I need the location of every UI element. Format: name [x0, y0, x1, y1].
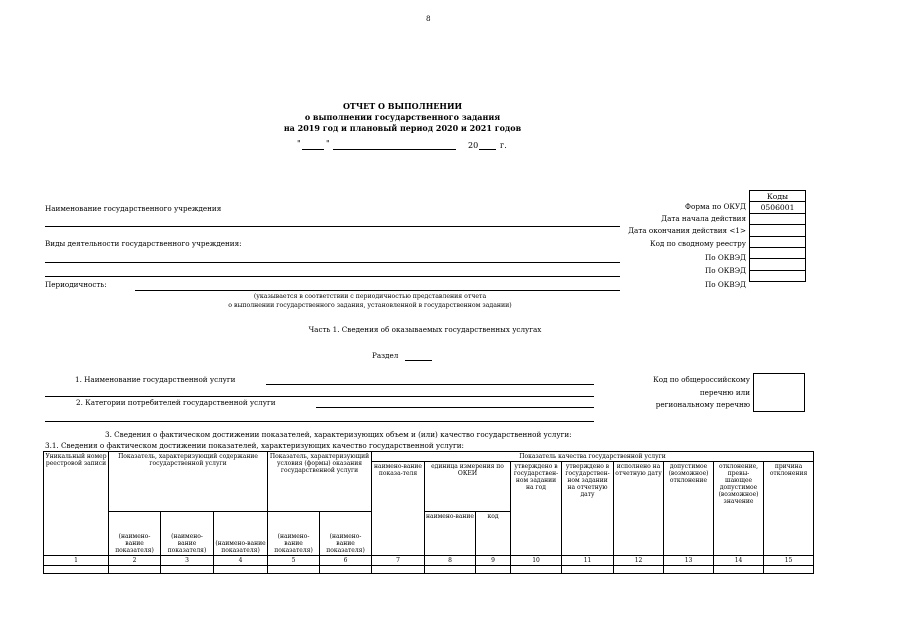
- sub-deviation: отклонение, превы-шающее допустимое (возможное) значение: [714, 462, 764, 556]
- col-num: 6: [320, 556, 372, 566]
- activity-types-label: Виды деятельности государственного учреждения:: [45, 239, 242, 248]
- institution-name-label: Наименование государственного учреждения: [45, 204, 222, 213]
- date-day-line[interactable]: [302, 149, 324, 150]
- col-conditions-header: Показатель, характеризующий условия (формы) оказания государственной услуги: [268, 452, 372, 512]
- sub-executed: исполнено на отчетную дату: [614, 462, 664, 556]
- okved2-label: По ОКВЭД: [705, 266, 746, 275]
- date-year-prefix: 20: [468, 141, 479, 150]
- col-quality-header: Показатель качества государственной услуги: [372, 452, 814, 462]
- service-name-line[interactable]: [266, 384, 594, 385]
- end-date-label: Дата окончания действия <1>: [628, 226, 746, 235]
- sub-unit-name: наимено-вание: [425, 512, 476, 556]
- table-cell[interactable]: [476, 566, 511, 574]
- sub-indicator-name-1: (наимено-вание показателя): [109, 512, 161, 556]
- registry-cell[interactable]: [750, 236, 806, 247]
- sub-unit: единица измерения по ОКЕИ: [425, 462, 511, 512]
- table-cell[interactable]: [614, 566, 664, 574]
- part1-title: Часть 1. Сведения об оказываемых государственных услугах: [308, 325, 542, 334]
- item3-label: 3. Сведения о фактическом достижении показателей, характеризующих объем и (или) качество государственной услуги:: [105, 430, 572, 439]
- registry-label: Код по сводному реестру: [650, 239, 746, 248]
- report-title: ОТЧЕТ О ВЫПОЛНЕНИИ: [342, 101, 463, 111]
- date-quote-close: ": [326, 139, 330, 148]
- okved2-cell[interactable]: [750, 259, 806, 270]
- consumer-categories-line[interactable]: [316, 407, 594, 408]
- okved3-label: По ОКВЭД: [705, 280, 746, 289]
- col-num: 15: [764, 556, 814, 566]
- okved1-label: По ОКВЭД: [705, 253, 746, 262]
- okved3-cell[interactable]: [750, 270, 806, 281]
- col-num: 13: [664, 556, 714, 566]
- col-num: 1: [44, 556, 109, 566]
- activity-line-1[interactable]: [45, 262, 620, 263]
- sub-approved-date: утверждено в государствен-ном задании на отчетную дату: [562, 462, 614, 556]
- sub-indicator-name-5: (наимено-вание показателя): [320, 512, 372, 556]
- table-cell[interactable]: [44, 566, 109, 574]
- start-date-cell[interactable]: [750, 213, 806, 224]
- sub-approved-year: утверждено в государствен-ном задании на год: [511, 462, 562, 556]
- date-year-line[interactable]: [479, 149, 496, 150]
- col-content-header: Показатель, характеризующий содержание государственной услуги: [109, 452, 268, 512]
- consumer-categories-line-2[interactable]: [45, 421, 594, 422]
- sub-unit-code: код: [476, 512, 511, 556]
- okved1-cell[interactable]: [750, 247, 806, 258]
- sub-indicator-name-2: (наимено-вание показателя): [161, 512, 214, 556]
- report-period: на 2019 год и плановый период 2020 и 2021 годов: [283, 123, 522, 133]
- col-num: 8: [425, 556, 476, 566]
- col-registry-header: Уникальный номер реестровой записи: [44, 452, 109, 556]
- table-row-numbers: [44, 556, 814, 566]
- table-row[interactable]: [44, 566, 814, 574]
- report-subtitle: о выполнении государственного задания: [304, 112, 501, 122]
- col-num: 9: [476, 556, 511, 566]
- sub-indicator-name-4: (наимено-вание показателя): [268, 512, 320, 556]
- service-name-label: 1. Наименование государственной услуги: [75, 375, 236, 384]
- sub-allowed: допустимое (возможное) отклонение: [664, 462, 714, 556]
- table-cell[interactable]: [511, 566, 562, 574]
- col-num: 4: [214, 556, 268, 566]
- table-cell[interactable]: [562, 566, 614, 574]
- okud-label: Форма по ОКУД: [685, 202, 746, 211]
- page-number: 8: [426, 14, 431, 23]
- col-num: 2: [109, 556, 161, 566]
- activity-line-2[interactable]: [45, 276, 620, 277]
- periodicity-label: Периодичность:: [45, 280, 107, 289]
- table-cell[interactable]: [764, 566, 814, 574]
- periodicity-note-2: о выполнении государственного задания, установленной в государственном задании): [228, 302, 512, 309]
- sub-name-indicator: наимено-вание показа-теля: [372, 462, 425, 556]
- service-name-line-2[interactable]: [45, 396, 594, 397]
- code-label-3: региональному перечню: [655, 400, 750, 409]
- table-cell[interactable]: [425, 566, 476, 574]
- table-cell[interactable]: [161, 566, 214, 574]
- item31-label: 3.1. Сведения о фактическом достижении показателей, характеризующих качество государственной услуги:: [45, 441, 464, 450]
- date-month-line[interactable]: [333, 149, 456, 150]
- start-date-label: Дата начала действия: [661, 214, 746, 223]
- institution-name-line[interactable]: [45, 226, 620, 227]
- table-cell[interactable]: [268, 566, 320, 574]
- col-num: 12: [614, 556, 664, 566]
- codes-table: [749, 190, 806, 282]
- col-num: 14: [714, 556, 764, 566]
- code-label-2: перечню или: [699, 388, 750, 397]
- okud-value: 0506001: [750, 202, 806, 213]
- service-code-box[interactable]: [753, 373, 805, 412]
- consumer-categories-label: 2. Категории потребителей государственной услуги: [76, 398, 276, 407]
- periodicity-note-1: (указывается в соответствии с периодичностью представления отчета: [253, 293, 487, 300]
- section-number-line[interactable]: [405, 360, 432, 361]
- date-quote-open: ": [297, 139, 301, 148]
- sub-reason: причина отклонения: [764, 462, 814, 556]
- date-suffix: г.: [500, 141, 507, 150]
- quality-indicators-table: [43, 451, 814, 574]
- sub-indicator-name-3: (наимено-вание показателя): [214, 512, 268, 556]
- table-cell[interactable]: [109, 566, 161, 574]
- periodicity-line[interactable]: [135, 290, 620, 291]
- table-cell[interactable]: [714, 566, 764, 574]
- table-cell[interactable]: [214, 566, 268, 574]
- table-cell[interactable]: [664, 566, 714, 574]
- col-num: 3: [161, 556, 214, 566]
- end-date-cell[interactable]: [750, 225, 806, 236]
- section-label: Раздел: [372, 351, 399, 360]
- col-num: 7: [372, 556, 425, 566]
- col-num: 5: [268, 556, 320, 566]
- codes-header: Коды: [750, 191, 806, 202]
- table-cell[interactable]: [320, 566, 372, 574]
- table-cell[interactable]: [372, 566, 425, 574]
- col-num: 11: [562, 556, 614, 566]
- code-label-1: Код по общероссийскому: [653, 375, 750, 384]
- col-num: 10: [511, 556, 562, 566]
